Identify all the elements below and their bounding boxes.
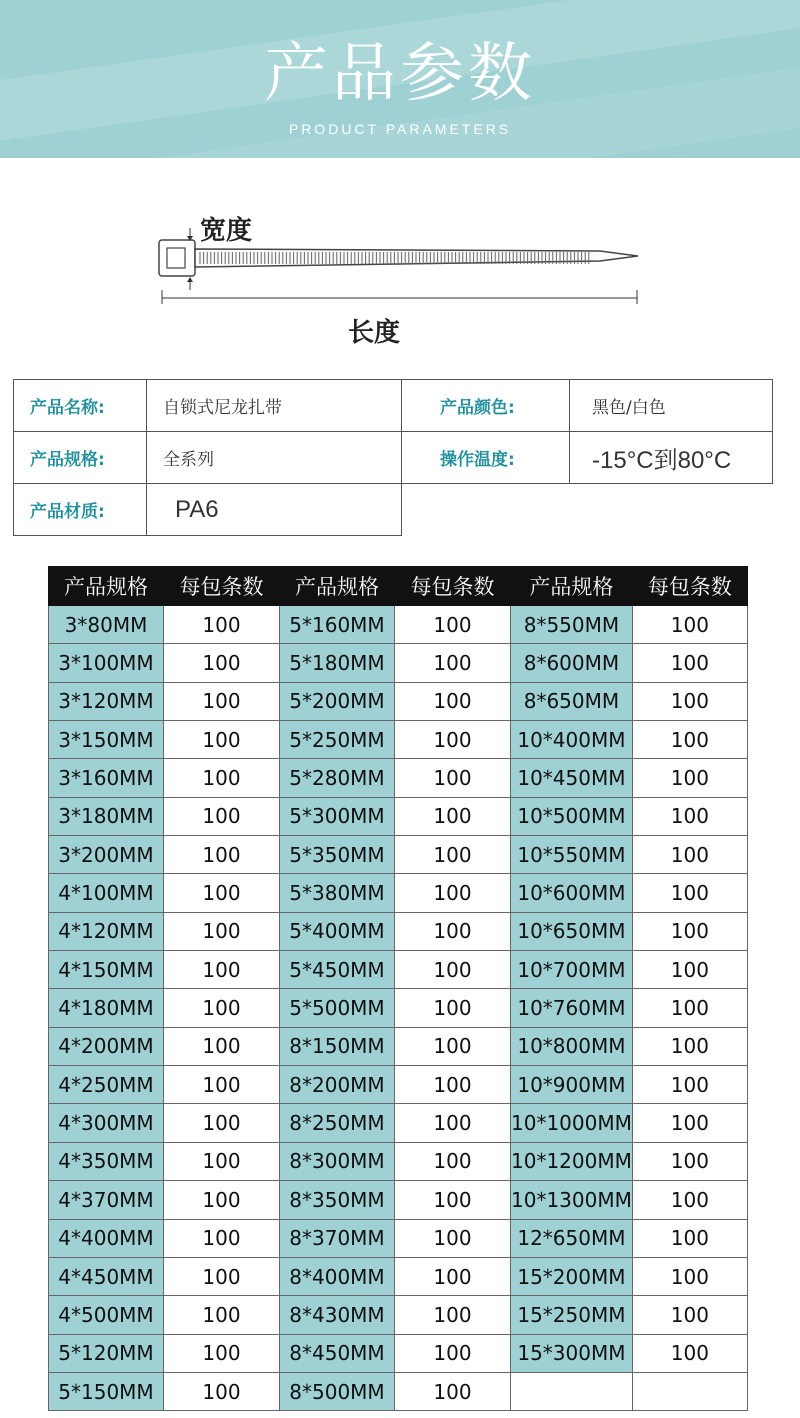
qty-cell: 100 xyxy=(632,912,747,950)
size-cell: 5*200MM xyxy=(280,682,395,720)
size-cell: 5*350MM xyxy=(280,836,395,874)
qty-cell: 100 xyxy=(164,759,280,797)
qty-cell: 100 xyxy=(395,912,511,950)
size-cell: 4*200MM xyxy=(49,1027,164,1065)
spec-row xyxy=(14,484,773,536)
size-cell: 8*650MM xyxy=(511,682,633,720)
qty-cell: 100 xyxy=(395,682,511,720)
size-cell: 10*1300MM xyxy=(511,1181,633,1219)
spec-row xyxy=(14,380,773,432)
qty-cell: 100 xyxy=(632,682,747,720)
table-row xyxy=(49,836,748,874)
size-cell: 5*120MM xyxy=(49,1334,164,1372)
qty-cell: 100 xyxy=(164,1372,280,1410)
size-cell: 5*180MM xyxy=(280,644,395,682)
qty-cell: 100 xyxy=(164,1334,280,1372)
qty-cell: 100 xyxy=(632,951,747,989)
size-cell: 8*150MM xyxy=(280,1027,395,1065)
page-subtitle: PRODUCT PARAMETERS xyxy=(288,121,512,137)
spec-key-name: 产品名称: xyxy=(14,380,147,432)
size-cell: 8*200MM xyxy=(280,1066,395,1104)
size-cell: 4*300MM xyxy=(49,1104,164,1142)
size-cell: 8*400MM xyxy=(280,1257,395,1295)
table-row xyxy=(49,682,748,720)
spec-value-temp: -15°C到80°C xyxy=(570,432,773,484)
size-cell: 8*350MM xyxy=(280,1181,395,1219)
size-cell: 3*150MM xyxy=(49,721,164,759)
qty-cell: 100 xyxy=(164,1257,280,1295)
qty-cell: 100 xyxy=(632,836,747,874)
qty-cell: 100 xyxy=(632,1066,747,1104)
size-cell: 5*500MM xyxy=(280,989,395,1027)
size-table xyxy=(48,566,748,1411)
header-size: 产品规格 xyxy=(49,567,164,606)
header-qty: 每包条数 xyxy=(395,567,511,606)
qty-cell: 100 xyxy=(395,874,511,912)
size-cell: 15*300MM xyxy=(511,1334,633,1372)
size-cell: 4*120MM xyxy=(49,912,164,950)
size-cell: 10*600MM xyxy=(511,874,633,912)
spec-value-spec: 全系列 xyxy=(147,432,402,484)
size-cell: 3*180MM xyxy=(49,797,164,835)
qty-cell: 100 xyxy=(164,1219,280,1257)
qty-cell: 100 xyxy=(164,644,280,682)
spec-row xyxy=(14,432,773,484)
qty-cell: 100 xyxy=(164,606,280,644)
spec-key-spec: 产品规格: xyxy=(14,432,147,484)
size-cell: 8*550MM xyxy=(511,606,633,644)
size-cell: 10*550MM xyxy=(511,836,633,874)
table-row xyxy=(49,1066,748,1104)
table-row xyxy=(49,912,748,950)
size-cell: 3*120MM xyxy=(49,682,164,720)
size-cell: 4*400MM xyxy=(49,1219,164,1257)
qty-cell: 100 xyxy=(164,797,280,835)
qty-cell: 100 xyxy=(164,836,280,874)
size-cell: 8*300MM xyxy=(280,1142,395,1180)
qty-cell: 100 xyxy=(395,1066,511,1104)
qty-cell: 100 xyxy=(632,1219,747,1257)
size-cell: 8*430MM xyxy=(280,1296,395,1334)
size-cell: 4*350MM xyxy=(49,1142,164,1180)
qty-cell: 100 xyxy=(395,1027,511,1065)
qty-cell: 100 xyxy=(395,1257,511,1295)
size-cell: 4*180MM xyxy=(49,989,164,1027)
header-qty: 每包条数 xyxy=(164,567,280,606)
size-cell: 8*370MM xyxy=(280,1219,395,1257)
qty-cell: 100 xyxy=(164,874,280,912)
qty-cell: 100 xyxy=(164,951,280,989)
size-cell: 8*600MM xyxy=(511,644,633,682)
qty-cell: 100 xyxy=(395,606,511,644)
table-row xyxy=(49,797,748,835)
size-cell: 10*400MM xyxy=(511,721,633,759)
spec-key-temp: 操作温度: xyxy=(402,432,570,484)
qty-cell: 100 xyxy=(632,1296,747,1334)
empty-cell xyxy=(632,1372,747,1410)
length-label: 长度 xyxy=(348,318,401,348)
qty-cell: 100 xyxy=(395,797,511,835)
width-label: 宽度 xyxy=(200,216,253,246)
qty-cell: 100 xyxy=(164,912,280,950)
spec-key-color: 产品颜色: xyxy=(402,380,570,432)
size-cell: 15*250MM xyxy=(511,1296,633,1334)
qty-cell: 100 xyxy=(164,1181,280,1219)
table-row xyxy=(49,759,748,797)
table-row xyxy=(49,1027,748,1065)
size-cell: 5*160MM xyxy=(280,606,395,644)
qty-cell: 100 xyxy=(395,644,511,682)
table-row xyxy=(49,644,748,682)
qty-cell: 100 xyxy=(632,797,747,835)
size-cell: 4*100MM xyxy=(49,874,164,912)
page-title: 产品参数 xyxy=(264,37,536,111)
size-cell: 3*160MM xyxy=(49,759,164,797)
spec-table xyxy=(13,379,773,536)
spec-value-name: 自锁式尼龙扎带 xyxy=(147,380,402,432)
qty-cell: 100 xyxy=(395,759,511,797)
qty-cell: 100 xyxy=(632,1104,747,1142)
size-cell: 3*100MM xyxy=(49,644,164,682)
qty-cell: 100 xyxy=(632,1334,747,1372)
qty-cell: 100 xyxy=(395,836,511,874)
qty-cell: 100 xyxy=(395,721,511,759)
size-cell: 8*500MM xyxy=(280,1372,395,1410)
table-row xyxy=(49,606,748,644)
size-cell: 4*370MM xyxy=(49,1181,164,1219)
size-cell: 12*650MM xyxy=(511,1219,633,1257)
table-row xyxy=(49,1142,748,1180)
size-cell: 10*500MM xyxy=(511,797,633,835)
qty-cell: 100 xyxy=(632,759,747,797)
qty-cell: 100 xyxy=(632,1181,747,1219)
table-row xyxy=(49,1296,748,1334)
table-row xyxy=(49,1372,748,1410)
qty-cell: 100 xyxy=(632,644,747,682)
size-cell: 5*300MM xyxy=(280,797,395,835)
qty-cell: 100 xyxy=(632,989,747,1027)
header-qty: 每包条数 xyxy=(632,567,747,606)
qty-cell: 100 xyxy=(164,1142,280,1180)
qty-cell: 100 xyxy=(164,721,280,759)
size-cell: 5*380MM xyxy=(280,874,395,912)
qty-cell: 100 xyxy=(395,1334,511,1372)
size-cell: 3*80MM xyxy=(49,606,164,644)
size-cell: 3*200MM xyxy=(49,836,164,874)
qty-cell: 100 xyxy=(632,721,747,759)
size-cell: 4*500MM xyxy=(49,1296,164,1334)
qty-cell: 100 xyxy=(164,1104,280,1142)
size-cell: 10*1200MM xyxy=(511,1142,633,1180)
qty-cell: 100 xyxy=(632,1142,747,1180)
size-cell: 5*450MM xyxy=(280,951,395,989)
size-cell: 10*1000MM xyxy=(511,1104,633,1142)
qty-cell: 100 xyxy=(395,1296,511,1334)
qty-cell: 100 xyxy=(164,1066,280,1104)
qty-cell: 100 xyxy=(395,1181,511,1219)
size-cell: 4*250MM xyxy=(49,1066,164,1104)
size-cell: 5*280MM xyxy=(280,759,395,797)
qty-cell: 100 xyxy=(395,951,511,989)
spec-blank xyxy=(402,484,570,536)
size-cell: 10*900MM xyxy=(511,1066,633,1104)
qty-cell: 100 xyxy=(632,606,747,644)
qty-cell: 100 xyxy=(164,989,280,1027)
size-cell: 10*700MM xyxy=(511,951,633,989)
header-banner xyxy=(0,0,800,158)
table-row xyxy=(49,721,748,759)
qty-cell: 100 xyxy=(632,1027,747,1065)
empty-cell xyxy=(511,1372,633,1410)
cable-tie-diagram xyxy=(0,158,800,378)
size-cell: 5*150MM xyxy=(49,1372,164,1410)
table-row xyxy=(49,989,748,1027)
size-cell: 5*250MM xyxy=(280,721,395,759)
table-row xyxy=(49,1181,748,1219)
table-row xyxy=(49,1334,748,1372)
size-cell: 4*150MM xyxy=(49,951,164,989)
size-cell: 8*450MM xyxy=(280,1334,395,1372)
qty-cell: 100 xyxy=(164,1027,280,1065)
size-cell: 10*450MM xyxy=(511,759,633,797)
size-table-header xyxy=(49,567,748,606)
table-row xyxy=(49,874,748,912)
qty-cell: 100 xyxy=(395,1142,511,1180)
table-row xyxy=(49,1219,748,1257)
table-row xyxy=(49,1257,748,1295)
qty-cell: 100 xyxy=(164,682,280,720)
qty-cell: 100 xyxy=(395,989,511,1027)
qty-cell: 100 xyxy=(395,1104,511,1142)
spec-value-material: PA6 xyxy=(147,484,402,536)
size-cell: 10*760MM xyxy=(511,989,633,1027)
qty-cell: 100 xyxy=(164,1296,280,1334)
header-size: 产品规格 xyxy=(280,567,395,606)
spec-key-material: 产品材质: xyxy=(14,484,147,536)
qty-cell: 100 xyxy=(632,1257,747,1295)
size-cell: 4*450MM xyxy=(49,1257,164,1295)
spec-value-color: 黑色/白色 xyxy=(570,380,773,432)
qty-cell: 100 xyxy=(395,1372,511,1410)
header-size: 产品规格 xyxy=(511,567,633,606)
qty-cell: 100 xyxy=(395,1219,511,1257)
size-cell: 8*250MM xyxy=(280,1104,395,1142)
size-cell: 10*650MM xyxy=(511,912,633,950)
spec-blank xyxy=(570,484,773,536)
table-row xyxy=(49,1104,748,1142)
size-cell: 10*800MM xyxy=(511,1027,633,1065)
size-cell: 5*400MM xyxy=(280,912,395,950)
qty-cell: 100 xyxy=(632,874,747,912)
size-cell: 15*200MM xyxy=(511,1257,633,1295)
table-row xyxy=(49,951,748,989)
